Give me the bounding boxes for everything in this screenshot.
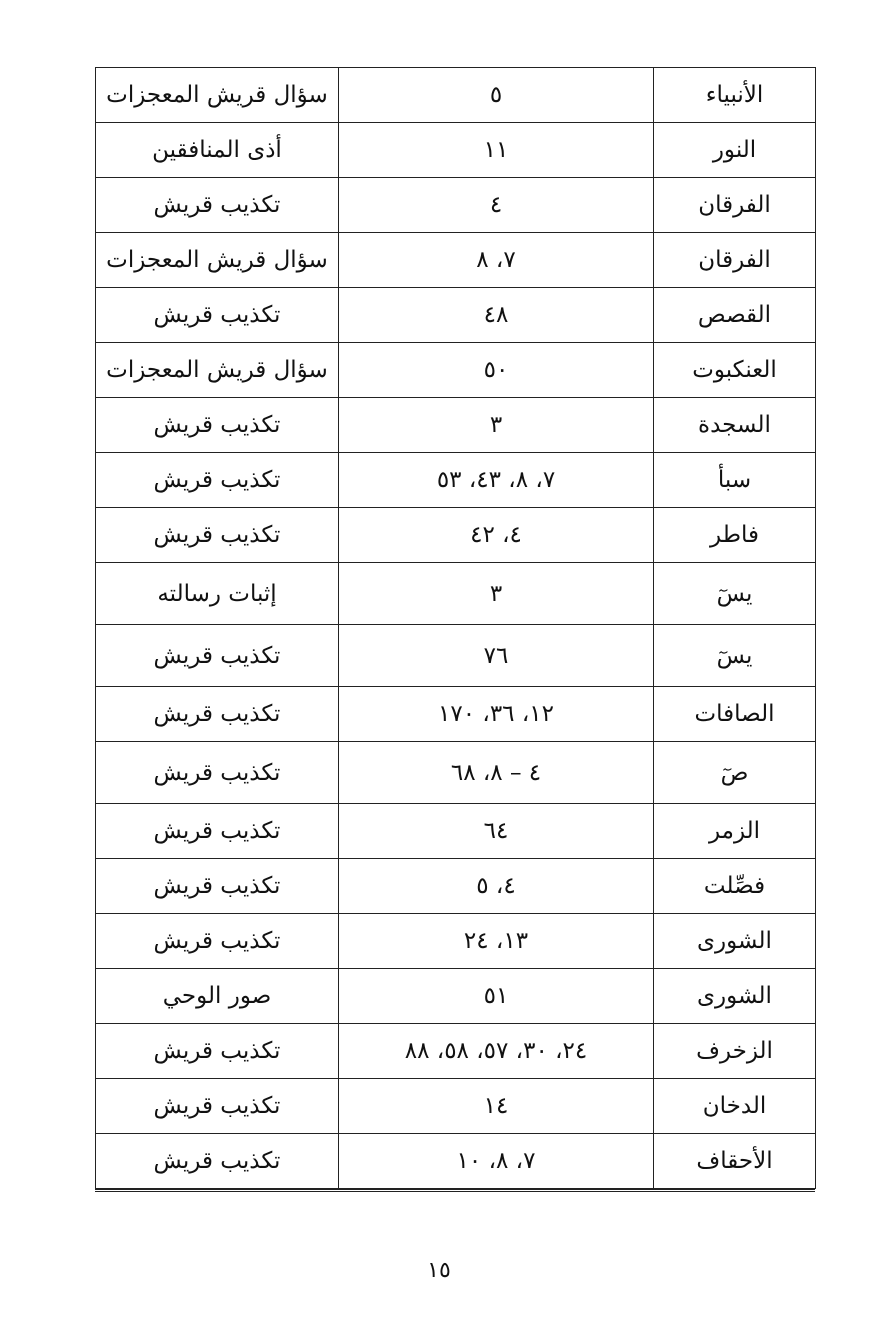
- table-row: [96, 1024, 816, 1079]
- ayah-cell: ١٢، ٣٦، ١٧٠: [339, 687, 654, 742]
- ayah-cell: ١٣، ٢٤: [339, 914, 654, 969]
- topic-cell: تكذيب قريش: [96, 1024, 339, 1079]
- surah-cell: الأحقاف: [654, 1134, 816, 1189]
- topic-cell: تكذيب قريش: [96, 453, 339, 508]
- surah-reference-table-wrapper: [95, 67, 815, 1192]
- topic-cell: تكذيب قريش: [96, 742, 339, 804]
- surah-cell: الفرقان: [654, 233, 816, 288]
- table-row: [96, 123, 816, 178]
- ayah-cell: ٤، ٥: [339, 859, 654, 914]
- ayah-cell: ١٤: [339, 1079, 654, 1134]
- table-row: [96, 178, 816, 233]
- table-row: [96, 68, 816, 123]
- table-row: [96, 687, 816, 742]
- surah-cell: الأنبياء: [654, 68, 816, 123]
- ayah-cell: ٥١: [339, 969, 654, 1024]
- topic-cell: تكذيب قريش: [96, 398, 339, 453]
- topic-cell: تكذيب قريش: [96, 859, 339, 914]
- topic-cell: تكذيب قريش: [96, 804, 339, 859]
- surah-cell: يسٓ: [654, 625, 816, 687]
- surah-cell: النور: [654, 123, 816, 178]
- table-row: [96, 914, 816, 969]
- table-row: [96, 859, 816, 914]
- ayah-cell: ٧، ٨: [339, 233, 654, 288]
- surah-cell: الشورى: [654, 969, 816, 1024]
- ayah-cell: ٣: [339, 398, 654, 453]
- ayah-cell: ٦٤: [339, 804, 654, 859]
- table-row: [96, 233, 816, 288]
- topic-cell: سؤال قريش المعجزات: [96, 233, 339, 288]
- ayah-cell: ٥: [339, 68, 654, 123]
- table-row: [96, 563, 816, 625]
- surah-cell: الصافات: [654, 687, 816, 742]
- ayah-cell: ٧، ٨، ٤٣، ٥٣: [339, 453, 654, 508]
- topic-cell: تكذيب قريش: [96, 1134, 339, 1189]
- surah-cell: العنكبوت: [654, 343, 816, 398]
- topic-cell: أذى المنافقين: [96, 123, 339, 178]
- surah-cell: صٓ: [654, 742, 816, 804]
- topic-cell: تكذيب قريش: [96, 178, 339, 233]
- table-row: [96, 1134, 816, 1189]
- table-row: [96, 343, 816, 398]
- ayah-cell: ٤٨: [339, 288, 654, 343]
- surah-cell: الفرقان: [654, 178, 816, 233]
- table-row: [96, 804, 816, 859]
- surah-cell: فصِّلت: [654, 859, 816, 914]
- surah-cell: الزمر: [654, 804, 816, 859]
- table-row: [96, 453, 816, 508]
- topic-cell: تكذيب قريش: [96, 687, 339, 742]
- topic-cell: تكذيب قريش: [96, 625, 339, 687]
- topic-cell: تكذيب قريش: [96, 1079, 339, 1134]
- ayah-cell: ٤ – ٨، ٦٨: [339, 742, 654, 804]
- ayah-cell: ١١: [339, 123, 654, 178]
- surah-cell: الزخرف: [654, 1024, 816, 1079]
- topic-cell: تكذيب قريش: [96, 914, 339, 969]
- ayah-cell: ٣: [339, 563, 654, 625]
- table-row: [96, 1079, 816, 1134]
- surah-cell: السجدة: [654, 398, 816, 453]
- ayah-cell: ٤: [339, 178, 654, 233]
- surah-cell: الدخان: [654, 1079, 816, 1134]
- surah-cell: يسٓ: [654, 563, 816, 625]
- ayah-cell: ٧، ٨، ١٠: [339, 1134, 654, 1189]
- table-row: [96, 398, 816, 453]
- topic-cell: سؤال قريش المعجزات: [96, 68, 339, 123]
- ayah-cell: ٤، ٤٢: [339, 508, 654, 563]
- topic-cell: تكذيب قريش: [96, 508, 339, 563]
- ayah-cell: ٥٠: [339, 343, 654, 398]
- surah-reference-table: [95, 67, 816, 1189]
- table-row: [96, 742, 816, 804]
- surah-cell: القصص: [654, 288, 816, 343]
- topic-cell: تكذيب قريش: [96, 288, 339, 343]
- topic-cell: صور الوحي: [96, 969, 339, 1024]
- surah-cell: فاطر: [654, 508, 816, 563]
- topic-cell: إثبات رسالته: [96, 563, 339, 625]
- ayah-cell: ٢٤، ٣٠، ٥٧، ٥٨، ٨٨: [339, 1024, 654, 1079]
- table-row: [96, 508, 816, 563]
- table-row: [96, 288, 816, 343]
- page-number: ١٥: [427, 1258, 451, 1283]
- surah-cell: سبأ: [654, 453, 816, 508]
- surah-cell: الشورى: [654, 914, 816, 969]
- topic-cell: سؤال قريش المعجزات: [96, 343, 339, 398]
- table-row: [96, 625, 816, 687]
- table-row: [96, 969, 816, 1024]
- ayah-cell: ٧٦: [339, 625, 654, 687]
